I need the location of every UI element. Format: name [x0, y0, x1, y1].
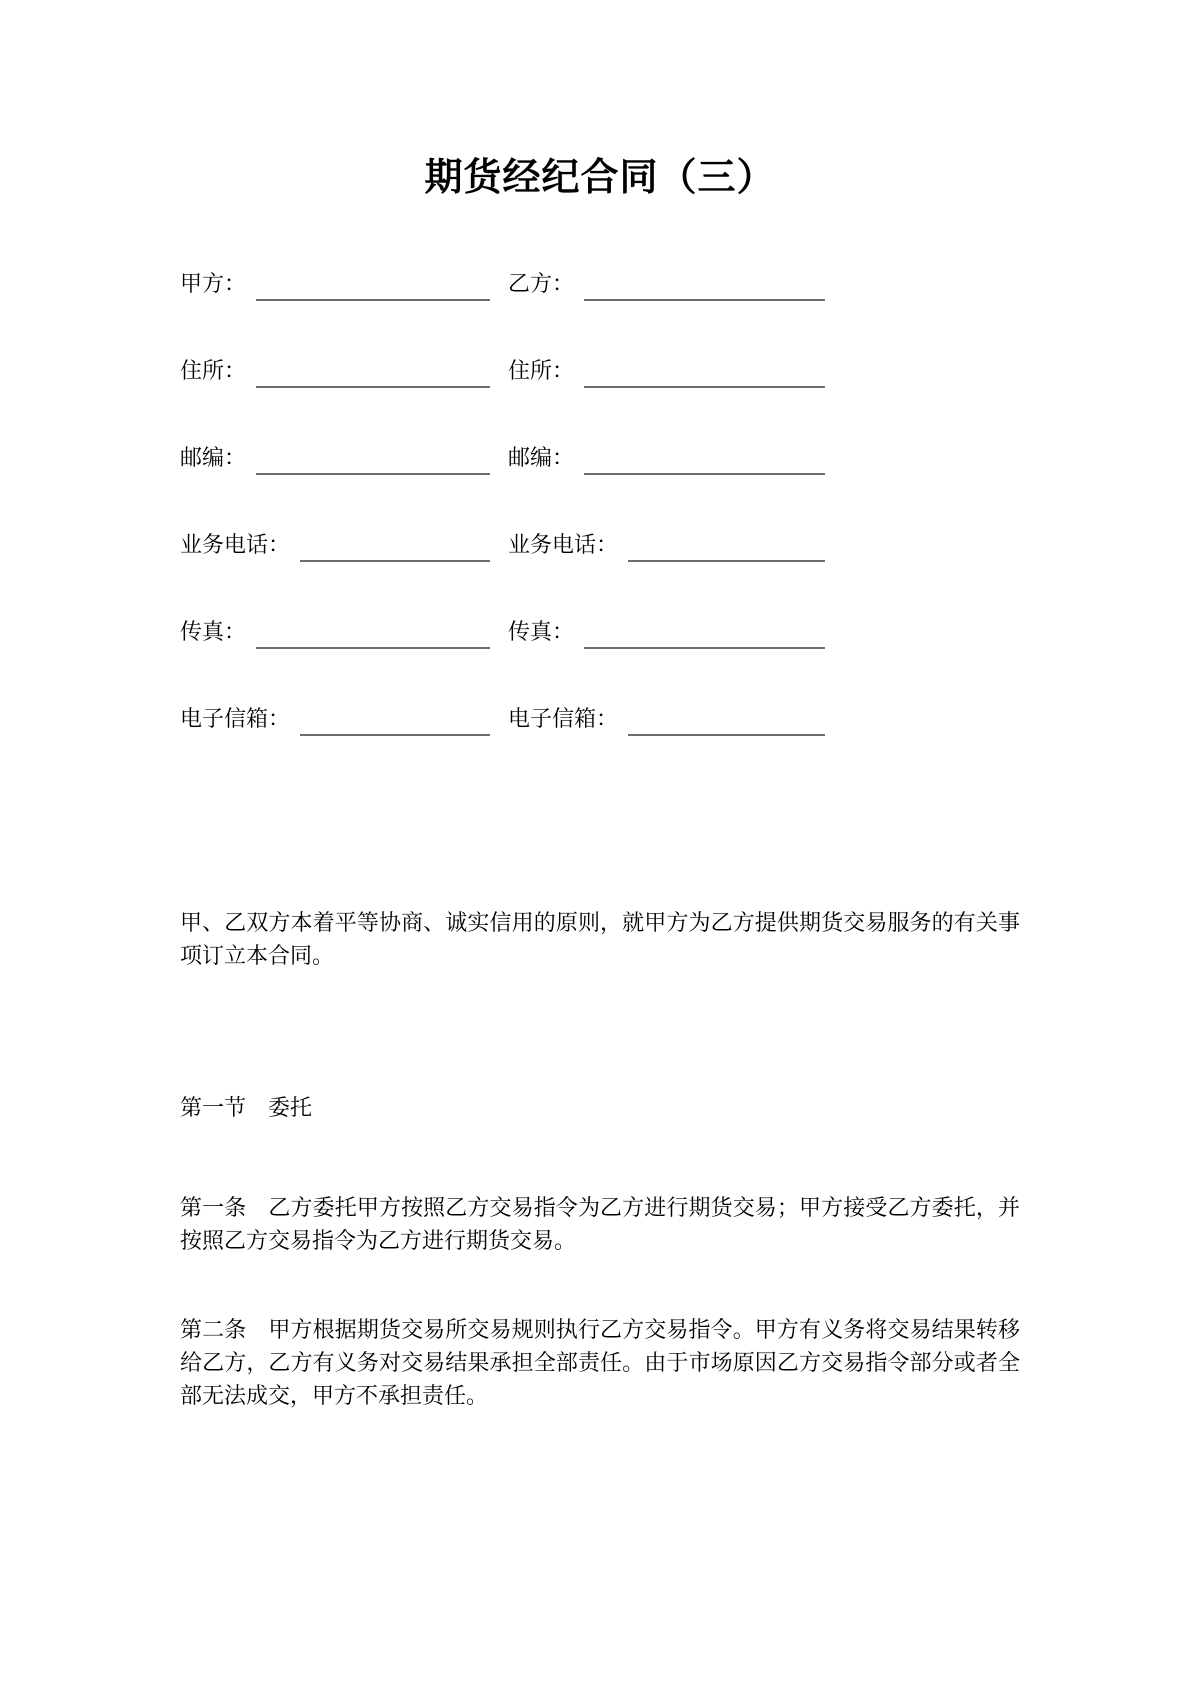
blank-line-address-b — [584, 357, 825, 388]
field-label-address-a: 住所： — [180, 358, 247, 383]
form-field-email-b — [508, 705, 825, 732]
form-field-party-a — [180, 270, 490, 297]
form-field-email-a — [180, 705, 490, 732]
page-title: 期货经纪合同（三） — [424, 157, 776, 199]
form-field-fax-a — [180, 618, 490, 645]
article-2-paragraph: 第二条 甲方根据期货交易所交易规则执行乙方交易指令。甲方有义务将交易结果转移给乙方，乙方有义务对交易结果承担全部责任。由于市场原因乙方交易指令部分或者全部无法成交，甲方不承担责任。 — [180, 1317, 1020, 1408]
blank-line-postcode-b — [584, 444, 825, 475]
form-field-party-b — [508, 270, 825, 297]
blank-line-party-a — [256, 270, 490, 301]
blank-line-phone-b — [628, 531, 825, 562]
field-label-postcode-a: 邮编： — [180, 445, 247, 470]
form-field-phone-b — [508, 531, 825, 558]
party-info-form — [180, 270, 1020, 732]
form-row-fax — [180, 618, 1020, 645]
field-label-email-b: 电子信箱： — [508, 706, 619, 731]
blank-line-postcode-a — [256, 444, 490, 475]
form-field-postcode-b — [508, 444, 825, 471]
blank-line-address-a — [256, 357, 490, 388]
form-field-phone-a — [180, 531, 490, 558]
blank-line-phone-a — [300, 531, 490, 562]
form-field-postcode-a — [180, 444, 490, 471]
blank-line-fax-b — [584, 618, 825, 649]
field-label-party-b: 乙方： — [508, 271, 575, 296]
section-1-heading: 第一节 委托 — [180, 1095, 313, 1120]
form-row-email — [180, 705, 1020, 732]
field-label-party-a: 甲方： — [180, 271, 247, 296]
field-label-fax-a: 传真： — [180, 619, 247, 644]
blank-line-email-b — [628, 705, 825, 736]
form-field-address-b — [508, 357, 825, 384]
blank-line-fax-a — [256, 618, 490, 649]
field-label-postcode-b: 邮编： — [508, 445, 575, 470]
blank-line-party-b — [584, 270, 825, 301]
blank-line-email-a — [300, 705, 490, 736]
field-label-fax-b: 传真： — [508, 619, 575, 644]
field-label-address-b: 住所： — [508, 358, 575, 383]
form-field-address-a — [180, 357, 490, 384]
preamble-paragraph: 甲、乙双方本着平等协商、诚实信用的原则，就甲方为乙方提供期货交易服务的有关事项订立本合同。 — [180, 910, 1020, 968]
form-field-fax-b — [508, 618, 825, 645]
form-row-address — [180, 357, 1020, 384]
article-1-paragraph: 第一条 乙方委托甲方按照乙方交易指令为乙方进行期货交易；甲方接受乙方委托，并按照乙方交易指令为乙方进行期货交易。 — [180, 1195, 1020, 1253]
form-row-postcode — [180, 444, 1020, 471]
field-label-phone-a: 业务电话： — [180, 532, 291, 557]
form-row-party — [180, 270, 1020, 297]
field-label-phone-b: 业务电话： — [508, 532, 619, 557]
form-row-phone — [180, 531, 1020, 558]
field-label-email-a: 电子信箱： — [180, 706, 291, 731]
